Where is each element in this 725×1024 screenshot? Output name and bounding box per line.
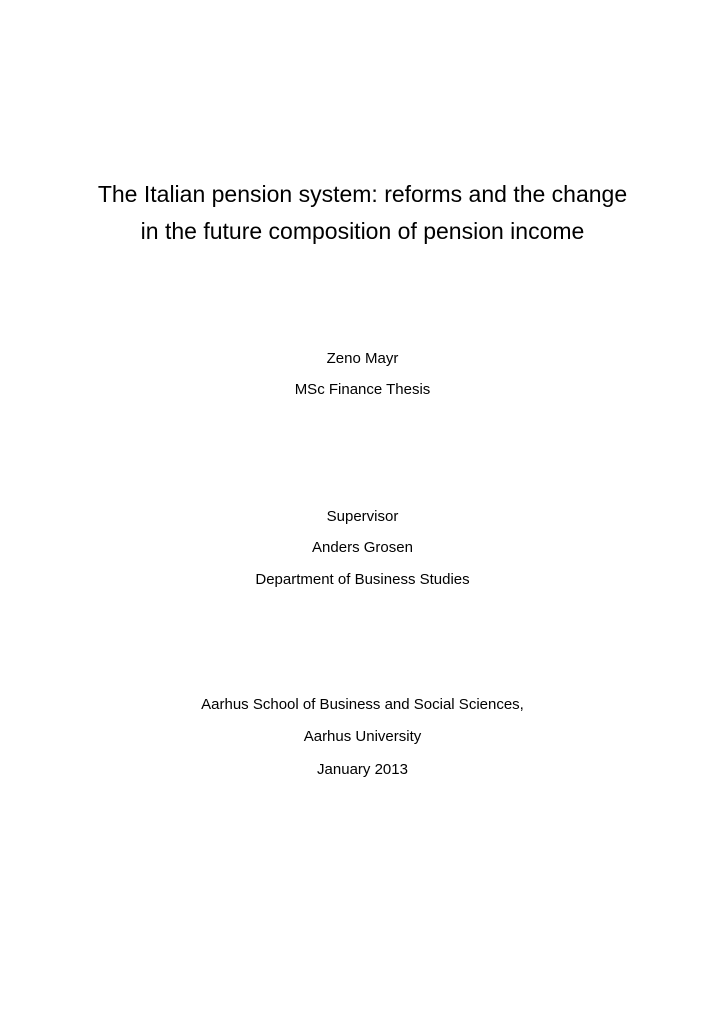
degree-label: MSc Finance Thesis <box>294 381 431 398</box>
thesis-title-line-1: The Italian pension system: reforms and the change <box>97 181 628 207</box>
institution-line-1: Aarhus School of Business and Social Sciences, <box>201 696 524 713</box>
submission-date: January 2013 <box>317 761 408 778</box>
supervisor-label: Supervisor <box>326 508 399 525</box>
author-name: Zeno Mayr <box>326 350 399 367</box>
supervisor-name: Anders Grosen <box>312 539 413 556</box>
institution-line-2: Aarhus University <box>303 728 422 745</box>
supervisor-department: Department of Business Studies <box>255 571 470 588</box>
thesis-title-line-2: in the future composition of pension income <box>140 218 585 244</box>
